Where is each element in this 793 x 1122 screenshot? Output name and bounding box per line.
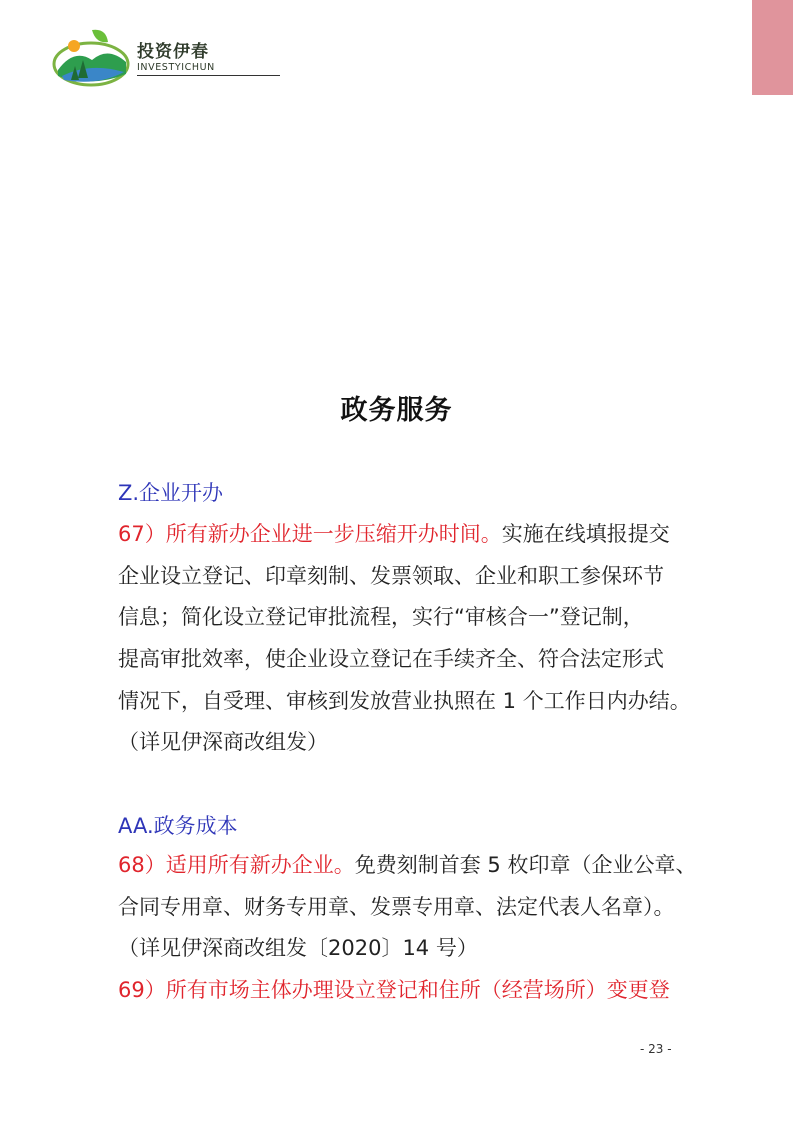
- brand-subtitle: INVESTYICHUN: [137, 62, 215, 73]
- paragraph-line: [118, 850, 696, 880]
- line-text: 实施在线填报提交: [501, 522, 670, 546]
- page-number: - 23 -: [640, 1042, 672, 1056]
- paragraph-line: [118, 644, 664, 674]
- paragraph-line: [118, 519, 670, 549]
- line-text: 信息；简化设立登记审批流程，实行“审核合一”登记制，: [118, 605, 644, 629]
- paragraph-line: [118, 892, 675, 922]
- line-text: 合同专用章、财务专用章、发票专用章、法定代表人名章）。: [118, 895, 675, 919]
- heading-enterprise-startup: Z.企业开办: [118, 481, 224, 505]
- line-text: 提高审批效率，使企业设立登记在手续齐全、符合法定形式: [118, 647, 664, 671]
- heading-government-cost: AA.政务成本: [118, 814, 238, 838]
- paragraph-line: [118, 975, 670, 1005]
- section-title: 政务服务: [340, 395, 453, 426]
- paragraph-line: [118, 686, 691, 716]
- brand-underline: [137, 75, 280, 76]
- paragraph-line: [118, 727, 328, 757]
- line-text: 情况下，自受理、审核到发放营业执照在 1 个工作日内办结。: [118, 689, 691, 713]
- line-text: 企业设立登记、印章刻制、发票领取、企业和职工参保环节: [118, 564, 664, 588]
- paragraph-line: [118, 602, 644, 632]
- line-text: 免费刻制首套 5 枚印章（企业公章、: [354, 853, 697, 877]
- item-title-68: 68）适用所有新办企业。: [118, 853, 355, 877]
- item-title-69: 69）所有市场主体办理设立登记和住所（经营场所）变更登: [118, 978, 670, 1002]
- corner-tab: [752, 0, 793, 95]
- line-text: （详见伊深商改组发〔2020〕14 号）: [118, 936, 478, 960]
- item-title-67: 67）所有新办企业进一步压缩开办时间。: [118, 522, 502, 546]
- paragraph-line: [118, 933, 478, 963]
- line-text: （详见伊深商改组发）: [118, 730, 328, 754]
- brand-name: 投资伊春: [137, 42, 209, 62]
- paragraph-line: [118, 561, 664, 591]
- investyichun-logo: [52, 26, 130, 88]
